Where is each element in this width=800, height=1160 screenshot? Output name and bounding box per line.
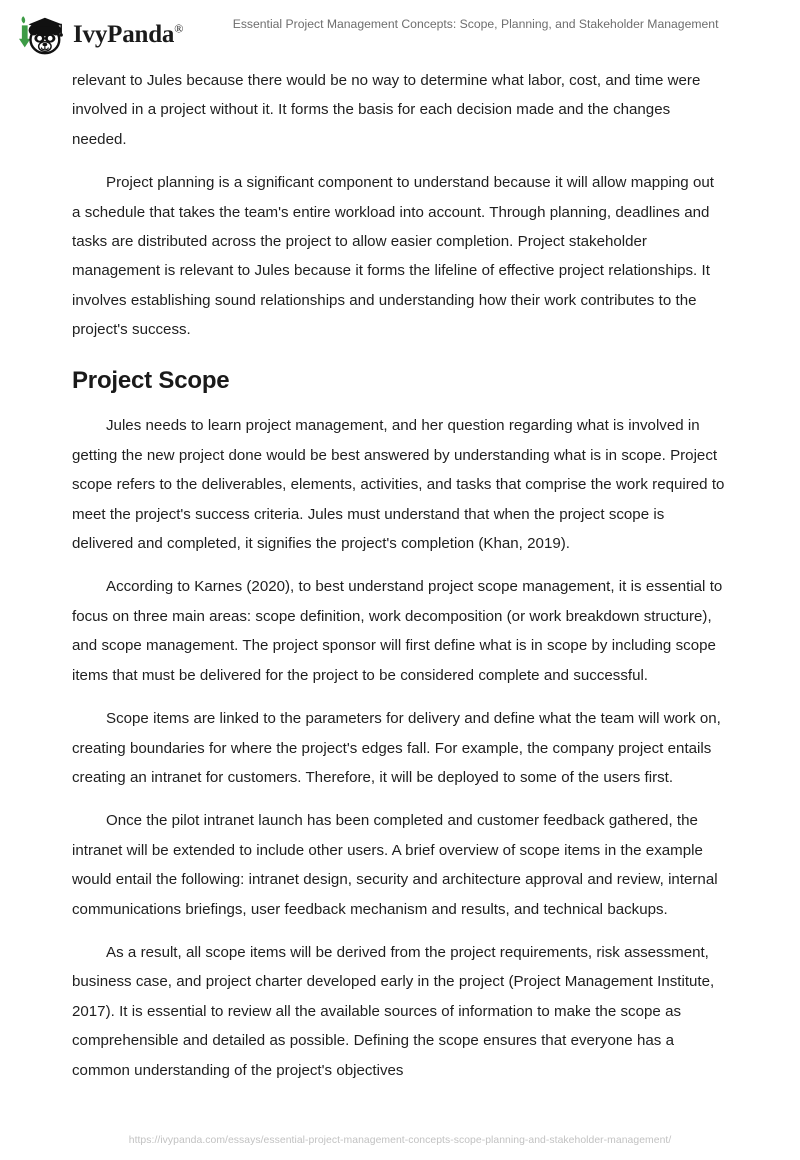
body-paragraph: According to Karnes (2020), to best understand project scope management, it is essential to focus on three main areas: scope definition, work decomposition (or work breakdown structure), and scope management. The project sponsor will first define what is in scope by including scope items that must be delivered for the project to be considered complete and successful. bbox=[72, 578, 723, 684]
registered-mark: ® bbox=[174, 21, 184, 36]
body-paragraph: Jules needs to learn project management, and her question regarding what is involved in getting the new project done would be best answered by understanding what is in scope. Project scope refers to the deliverables, elements, activities, and tasks that comprise the work required to meet the project's success criteria. Jules must understand that when the project scope is delivered and completed, it signifies the project's completion (Khan, 2019). bbox=[72, 417, 725, 553]
brand-wordmark bbox=[73, 22, 183, 47]
brand-wordmark-text: IvyPanda bbox=[73, 20, 175, 48]
body-paragraph: relevant to Jules because there would be no way to determine what labor, cost, and time were involved in a project without it. It forms the basis for each decision made and the changes needed. bbox=[72, 72, 701, 148]
page-footer bbox=[0, 1130, 800, 1148]
document-body bbox=[72, 66, 726, 1099]
body-paragraph: Project planning is a significant component to understand because it will allow mapping out a schedule that takes the team's entire workload into account. Through planning, deadlines and tasks are distributed across the project to allow easier completion. Project stakeholder management is relevant to Jules because it forms the lifeline of effective project relationships. It involves establishing sound relationships and understanding how their work contributes to the project's success. bbox=[72, 174, 714, 339]
body-paragraph: Scope items are linked to the parameters for delivery and define what the team will work on, creating boundaries for where the project's edges fall. For example, the company project entails creating an intranet for customers. Therefore, it will be deployed to some of the users first. bbox=[72, 710, 721, 786]
source-url[interactable]: https://ivypanda.com/essays/essential-project-management-concepts-scope-planning-and-stakeholder-management/ bbox=[128, 1135, 672, 1146]
section-heading: Project Scope bbox=[72, 366, 230, 394]
ivypanda-panda-graduate-logo-icon bbox=[18, 11, 66, 57]
brand-logo[interactable] bbox=[18, 11, 183, 57]
document-title: Essential Project Management Concepts: Scope, Planning, and Stakeholder Management bbox=[232, 17, 719, 31]
body-paragraph: Once the pilot intranet launch has been completed and customer feedback gathered, the intranet will be extended to include other users. A brief overview of scope items in the example would entail the following: intranet design, security and architecture approval and review, internal communications briefings, user feedback mechanism and results, and technical backups. bbox=[72, 812, 718, 918]
body-paragraph: As a result, all scope items will be derived from the project requirements, risk assessment, business case, and project charter developed early in the project (Project Management Institute, 2017). It is essential to review all the available sources of information to make the scope as comprehensible and detailed as possible. Defining the scope ensures that everyone has a common understanding of the project's objectives bbox=[72, 943, 715, 1079]
page-header bbox=[0, 0, 800, 58]
